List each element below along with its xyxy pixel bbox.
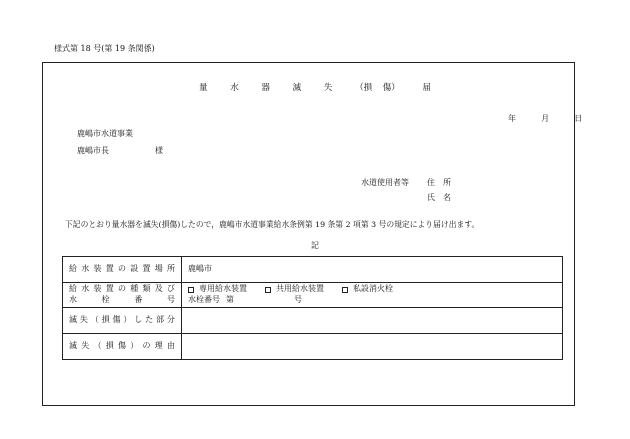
location-city: 鹿嶋市: [188, 264, 212, 274]
title-char: 傷）: [382, 83, 400, 93]
label-cell-device-type: 給 水 装 置 の 種 類 及 び 水 栓 番 号: [63, 283, 182, 308]
checkbox-icon[interactable]: [265, 287, 271, 293]
form-title: [0, 84, 630, 93]
meter-suffix: 号: [294, 295, 302, 304]
addressee-org: 鹿嶋市水道事業: [77, 129, 133, 138]
meter-prefix: 水栓番号: [188, 295, 220, 304]
label-cell-damaged-part: 滅 失 （ 損 傷 ） し た 部 分: [63, 308, 182, 334]
date-year: 年: [508, 114, 516, 123]
table-row: [63, 308, 563, 334]
table-row: [63, 334, 563, 360]
detail-table: [62, 256, 563, 360]
table-row: [63, 257, 563, 283]
applicant-address-label: 住 所: [427, 178, 451, 187]
damage-reason-field[interactable]: [182, 334, 563, 360]
title-char: 届: [422, 83, 432, 93]
option-shared-supply[interactable]: 共用給水装置: [265, 284, 324, 295]
installation-location-field[interactable]: [182, 257, 563, 283]
applicant-name-label: 氏 名: [427, 193, 451, 202]
label-cell-installation-location: 給 水 装 置 の 設 置 場 所: [63, 257, 182, 283]
option-private-hydrant[interactable]: 私設消火栓: [342, 284, 393, 295]
meter-number-field[interactable]: [188, 295, 556, 306]
date-month: 月: [541, 114, 550, 123]
title-char: 失: [323, 83, 333, 93]
table-row: [63, 283, 563, 308]
addressee-mayor: 鹿嶋市長: [77, 146, 109, 155]
checkbox-icon[interactable]: [188, 287, 194, 293]
title-char: （損: [355, 83, 373, 93]
title-char: 器: [261, 83, 270, 93]
device-type-field: [182, 283, 563, 308]
meter-part: 第: [226, 295, 234, 304]
ki-label: 記: [311, 241, 319, 250]
checkbox-icon[interactable]: [342, 287, 348, 293]
title-char: 量: [198, 83, 208, 93]
applicant-role: 水道使用者等: [361, 178, 409, 187]
date-day: 日: [574, 114, 583, 123]
notice-text: 下記のとおり量水器を滅失(損傷)したので，鹿嶋市水道事業給水条例第 19 条第 2 項第 3 号の規定により届け出ます。: [65, 220, 480, 229]
addressee-honorific: 様: [155, 146, 163, 155]
label-cell-damage-reason: 滅 失 （ 損 傷 ） の 理 由: [63, 334, 182, 360]
damaged-part-field[interactable]: [182, 308, 563, 334]
date-line: [508, 115, 582, 123]
form-number: 様式第 18 号(第 19 条関係): [54, 44, 155, 53]
option-private-supply[interactable]: 専用給水装置: [188, 284, 247, 295]
title-char: 水: [230, 83, 239, 93]
title-char: 滅: [292, 83, 302, 93]
